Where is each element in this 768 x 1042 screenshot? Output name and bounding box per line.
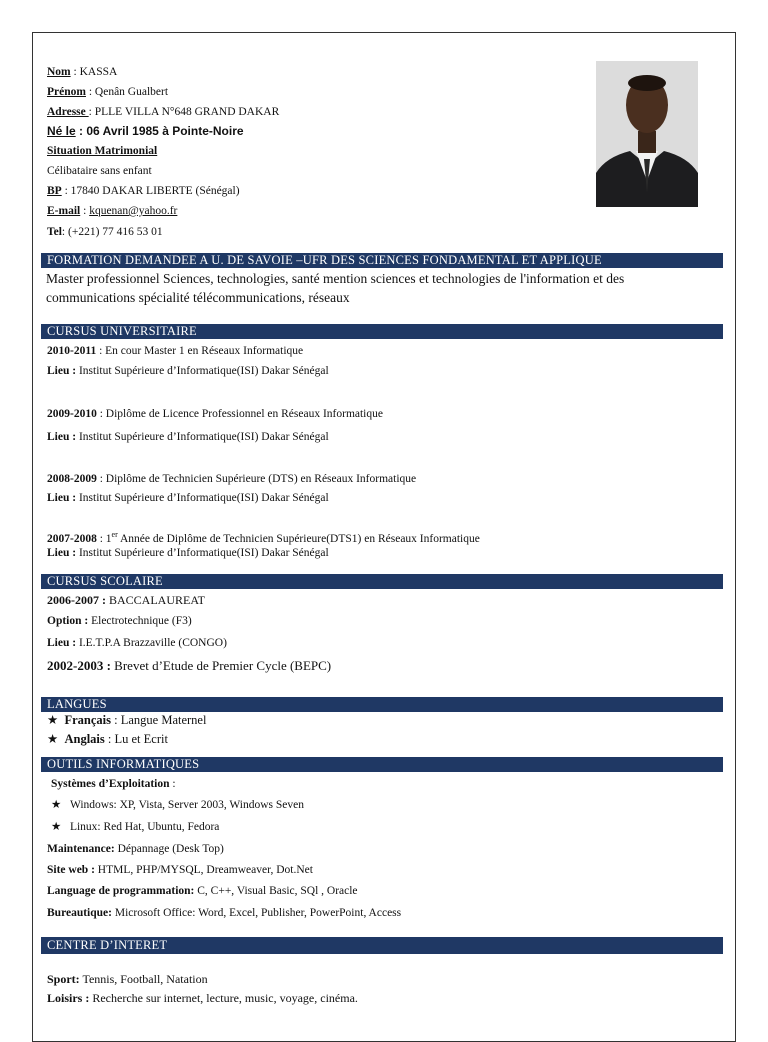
os-item-linux: ★ Linux: Red Hat, Ubuntu, Fedora (51, 821, 220, 833)
scol-2006: 2006-2007 : BACCALAUREAT (47, 593, 206, 607)
bp-line: BP : 17840 DAKAR LIBERTE (Sénégal) (47, 185, 240, 197)
cursus-univ-entry-3: 2008-2009 : Diplôme de Technicien Supérieure (DTS) en Réseaux Informatique (47, 473, 417, 485)
portrait-photo-icon (596, 61, 698, 207)
section-bar-langues: LANGUES (41, 697, 723, 712)
scol-lieu: Lieu : I.E.T.P.A Brazzaville (CONGO) (47, 637, 227, 649)
cursus-univ-lieu-4: Lieu : Institut Supérieure d’Informatique(ISI) Dakar Sénégal (47, 547, 329, 559)
situation-label: Situation Matrimonial (47, 145, 158, 157)
star-icon: ★ (47, 713, 59, 727)
portrait-photo (596, 61, 698, 207)
formation-text-2: communications spécialité télécommunications, réseaux (46, 290, 350, 305)
scol-2002: 2002-2003 : Brevet d’Etude de Premier Cycle (BEPC) (47, 658, 332, 673)
star-icon: ★ (47, 732, 59, 746)
cursus-univ-lieu-2: Lieu : Institut Supérieure d’Informatique(ISI) Dakar Sénégal (47, 431, 329, 443)
email-line: E-mail : kquenan@yahoo.fr (47, 205, 178, 217)
section-bar-cursus-universitaire: CURSUS UNIVERSITAIRE (41, 324, 723, 339)
section-bar-formation: FORMATION DEMANDEE A U. DE SAVOIE –UFR DES SCIENCES FONDAMENTAL ET APPLIQUE (41, 253, 723, 268)
section-bar-interet: CENTRE D’INTERET (41, 937, 723, 954)
situation-value: Célibataire sans enfant (47, 165, 152, 177)
sport-line: Sport: Tennis, Football, Natation (47, 972, 208, 986)
os-label: Systèmes d’Exploitation : (51, 778, 176, 790)
os-item-windows: ★ Windows: XP, Vista, Server 2003, Windows Seven (51, 799, 304, 811)
cursus-univ-entry-2: 2009-2010 : Diplôme de Licence Professionnel en Réseaux Informatique (47, 408, 383, 420)
section-bar-cursus-scolaire: CURSUS SCOLAIRE (41, 574, 723, 589)
bureautique-line: Bureautique: Microsoft Office: Word, Excel, Publisher, PowerPoint, Access (47, 907, 402, 919)
tel-line: Tel: (+221) 77 416 53 01 (47, 226, 163, 238)
langue-francais: ★ Français : Langue Maternel (47, 713, 207, 727)
formation-text-1: Master professionnel Sciences, technologies, santé mention sciences et technologies de l'information et des (46, 271, 625, 286)
star-icon: ★ (51, 799, 62, 811)
star-icon: ★ (51, 821, 62, 833)
loisirs-line: Loisirs : Recherche sur internet, lecture, music, voyage, cinéma. (47, 991, 358, 1005)
email-link[interactable]: kquenan@yahoo.fr (89, 205, 178, 217)
cursus-univ-lieu-3: Lieu : Institut Supérieure d’Informatique(ISI) Dakar Sénégal (47, 492, 329, 504)
prenom-line: Prénom : Qenân Gualbert (47, 86, 169, 98)
scol-option: Option : Electrotechnique (F3) (47, 615, 192, 627)
adresse-line: Adresse : PLLE VILLA N°648 GRAND DAKAR (47, 106, 280, 118)
cursus-univ-entry-1: 2010-2011 : En cour Master 1 en Réseaux Informatique (47, 345, 304, 357)
cursus-univ-entry-4: 2007-2008 : 1er Année de Diplôme de Technicien Supérieure(DTS1) en Réseaux Informatique (47, 530, 480, 545)
prog-line: Language de programmation: C, C++, Visual Basic, SQl , Oracle (47, 885, 358, 897)
langue-anglais: ★ Anglais : Lu et Ecrit (47, 732, 168, 746)
siteweb-line: Site web : HTML, PHP/MYSQL, Dreamweaver, Dot.Net (47, 864, 313, 876)
nom-line: Nom : KASSA (47, 66, 118, 78)
cursus-univ-lieu-1: Lieu : Institut Supérieure d’Informatique(ISI) Dakar Sénégal (47, 365, 329, 377)
maintenance-line: Maintenance: Dépannage (Desk Top) (47, 843, 224, 855)
section-bar-outils: OUTILS INFORMATIQUES (41, 757, 723, 772)
birth-line: Né le : 06 Avril 1985 à Pointe-Noire (47, 124, 244, 138)
